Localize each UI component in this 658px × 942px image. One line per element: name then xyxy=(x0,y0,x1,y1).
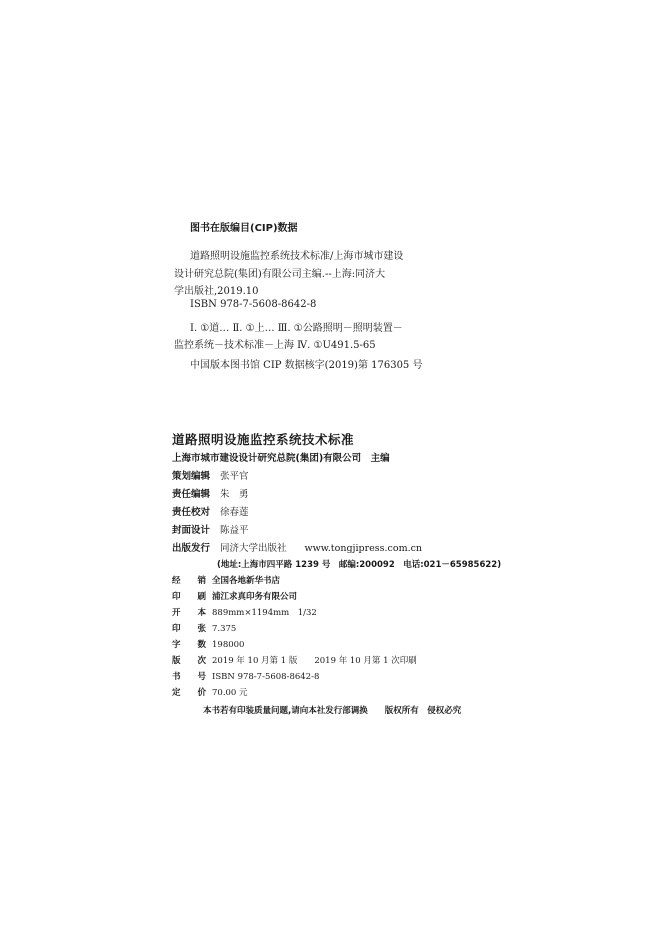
spec-value: 2019 年 10 月第 1 版 2019 年 10 月第 1 次印刷 xyxy=(212,656,417,666)
spec-row xyxy=(172,622,236,634)
spec-row xyxy=(172,638,244,650)
spec-value: 7.375 xyxy=(212,624,237,634)
spec-value: 70.00 元 xyxy=(212,688,248,698)
cip-line: 学出版社,2019.10 xyxy=(174,286,259,297)
copyright-notice: 本书若有印装质量问题,请向本社发行部调换 版权所有 侵权必究 xyxy=(203,706,462,716)
spec-label: 书 号 xyxy=(172,672,207,682)
spec-value: 全国各地新华书店 xyxy=(212,576,281,586)
credit-label: 策划编辑 xyxy=(172,471,211,482)
cip-line: 设计研究总院(集团)有限公司主编.--上海:同济大 xyxy=(174,269,386,280)
spec-label: 字 数 xyxy=(172,640,207,650)
cip-record-number: 中国版本图书馆 CIP 数据核字(2019)第 176305 号 xyxy=(190,360,423,371)
spec-label: 经 销 xyxy=(172,576,207,586)
spec-label: 开 本 xyxy=(172,608,207,618)
publisher-url: www.tongjipress.com.cn xyxy=(304,543,423,554)
spec-label: 定 价 xyxy=(172,688,207,698)
credit-value: 朱 勇 xyxy=(220,489,249,500)
credit-label: 出版发行 xyxy=(172,543,211,554)
cip-line: Ⅰ. ①道… Ⅱ. ①上… Ⅲ. ①公路照明－照明装置－ xyxy=(190,323,403,334)
credit-label: 封面设计 xyxy=(172,525,211,536)
credit-value: 徐春莲 xyxy=(220,507,249,518)
spec-row xyxy=(172,606,317,618)
cip-line: 监控系统－技术标准－上海 Ⅳ. ①U491.5-65 xyxy=(174,340,376,351)
spec-label: 版 次 xyxy=(172,656,207,666)
editor-line: 上海市城市建设设计研究总院(集团)有限公司 主编 xyxy=(172,453,390,464)
book-title: 道路照明设施监控系统技术标准 xyxy=(172,432,355,447)
spec-value: 浦江求真印务有限公司 xyxy=(212,592,298,602)
credit-row xyxy=(172,486,249,500)
credit-value: 陈益平 xyxy=(220,525,249,536)
spec-value: 889mm×1194mm 1/32 xyxy=(212,608,317,618)
spec-label: 印 张 xyxy=(172,624,207,634)
spec-row xyxy=(172,590,297,602)
credit-value: 张平官 xyxy=(220,471,249,482)
spec-value: ISBN 978-7-5608-8642-8 xyxy=(212,672,320,682)
credit-row xyxy=(172,522,249,536)
credit-value: 同济大学出版社 xyxy=(220,543,287,554)
spec-value: 198000 xyxy=(212,640,245,650)
credit-row xyxy=(172,504,249,518)
cip-line: 道路照明设施监控系统技术标准/上海市城市建设 xyxy=(190,251,404,262)
credit-row xyxy=(172,468,249,482)
credit-label: 责任校对 xyxy=(172,507,211,518)
spec-row xyxy=(172,654,417,666)
spec-label: 印 刷 xyxy=(172,592,207,602)
cip-heading: 图书在版编目(CIP)数据 xyxy=(190,223,298,234)
credit-label: 责任编辑 xyxy=(172,489,211,500)
credit-row xyxy=(172,540,422,554)
spec-row xyxy=(172,574,280,586)
spec-row xyxy=(172,686,248,698)
cip-isbn: ISBN 978-7-5608-8642-8 xyxy=(190,299,317,310)
spec-row xyxy=(172,670,319,682)
publisher-address: (地址:上海市四平路 1239 号 邮编:200092 电话:021－65985622) xyxy=(217,560,502,570)
